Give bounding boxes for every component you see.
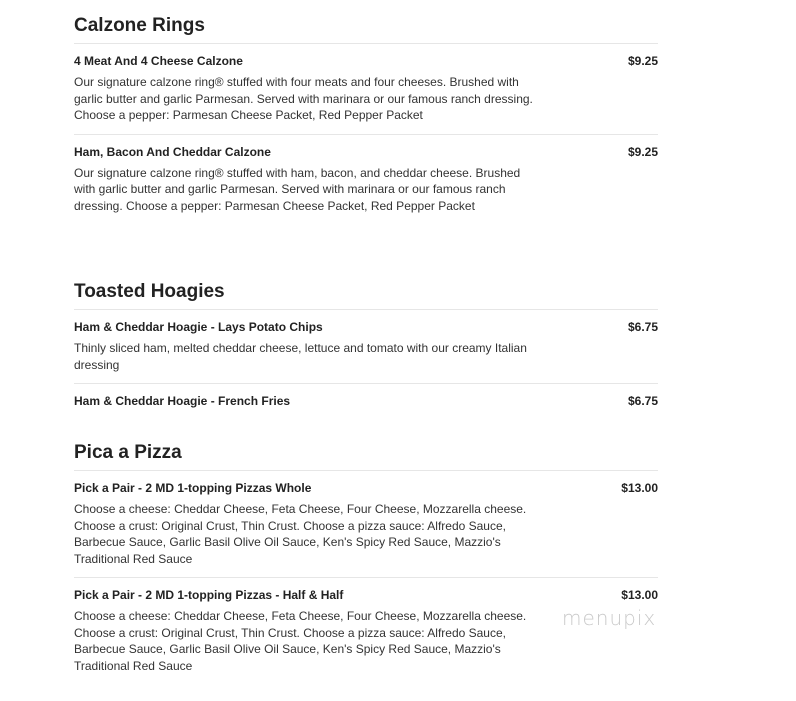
item-description: Choose a cheese: Cheddar Cheese, Feta Cheese, Four Cheese, Mozzarella cheese. Choose a crust: Original Crust, Thin Crust. Choose a pizza sauce: Alfredo Sauce, Barbecue Sauce, Garlic Basil Olive Oil Sauce, Ken's Spicy Red Sauce, Mazzio's Traditional Red Sauce xyxy=(74,502,527,566)
item-name: Ham, Bacon And Cheddar Calzone xyxy=(74,144,271,159)
item-header xyxy=(74,144,658,160)
item-name: 4 Meat And 4 Cheese Calzone xyxy=(74,54,243,68)
item-price: $13.00 xyxy=(621,481,658,495)
item-price: $6.75 xyxy=(627,320,658,334)
watermark-logo: menupix xyxy=(562,606,657,630)
item-header xyxy=(74,393,658,409)
menu-item[interactable] xyxy=(74,384,658,419)
item-price: $6.75 xyxy=(627,394,658,408)
item-header xyxy=(74,319,658,335)
item-name: Ham & Cheddar Hoagie - Lays Potato Chips xyxy=(74,320,323,334)
menu-item[interactable] xyxy=(74,578,658,684)
item-description: Thinly sliced ham, melted cheddar cheese, lettuce and tomato with our creamy Italian dressing xyxy=(74,341,527,372)
item-name: Pick a Pair - 2 MD 1-topping Pizzas Whole xyxy=(74,481,312,495)
menu-item[interactable] xyxy=(74,44,658,135)
section-calzone-rings xyxy=(74,0,658,224)
section-pica-a-pizza xyxy=(74,427,658,684)
item-header xyxy=(74,53,658,69)
item-description: Our signature calzone ring® stuffed with four meats and four cheeses. Brushed with garlic butter and garlic Parmesan. Served with marinara or our famous ranch dressing. Choose a pepper: Parmesan Cheese Packet, Red Pepper Packet xyxy=(74,75,533,122)
section-title: Pica a Pizza xyxy=(74,427,658,471)
item-name: Pick a Pair - 2 MD 1-topping Pizzas - Half & Half xyxy=(74,588,344,602)
item-price: $9.25 xyxy=(627,54,658,68)
section-toasted-hoagies xyxy=(74,266,658,419)
item-price: $9.25 xyxy=(627,144,658,159)
item-description: Our signature calzone ring® stuffed with ham, bacon, and cheddar cheese. Brushed with garlic butter and garlic Parmesan. Served with marinara or our famous ranch dressing. Choose a pepper: Parmesan Cheese Packet, Red Pepper Packet xyxy=(74,165,521,213)
item-header xyxy=(74,480,658,496)
item-header xyxy=(74,587,658,603)
menu-item[interactable] xyxy=(74,471,658,578)
section-title: Calzone Rings xyxy=(74,0,658,44)
item-price: $13.00 xyxy=(621,588,658,602)
item-name: Ham & Cheddar Hoagie - French Fries xyxy=(74,394,291,408)
item-description: Choose a cheese: Cheddar Cheese, Feta Cheese, Four Cheese, Mozzarella cheese. Choose a crust: Original Crust, Thin Crust. Choose a pizza sauce: Alfredo Sauce, Barbecue Sauce, Garlic Basil Olive Oil Sauce, Ken's Spicy Red Sauce, Mazzio's Traditional Red Sauce xyxy=(74,609,527,673)
menu-item[interactable] xyxy=(74,310,658,384)
section-title: Toasted Hoagies xyxy=(74,266,658,310)
menu-item[interactable] xyxy=(74,135,658,225)
